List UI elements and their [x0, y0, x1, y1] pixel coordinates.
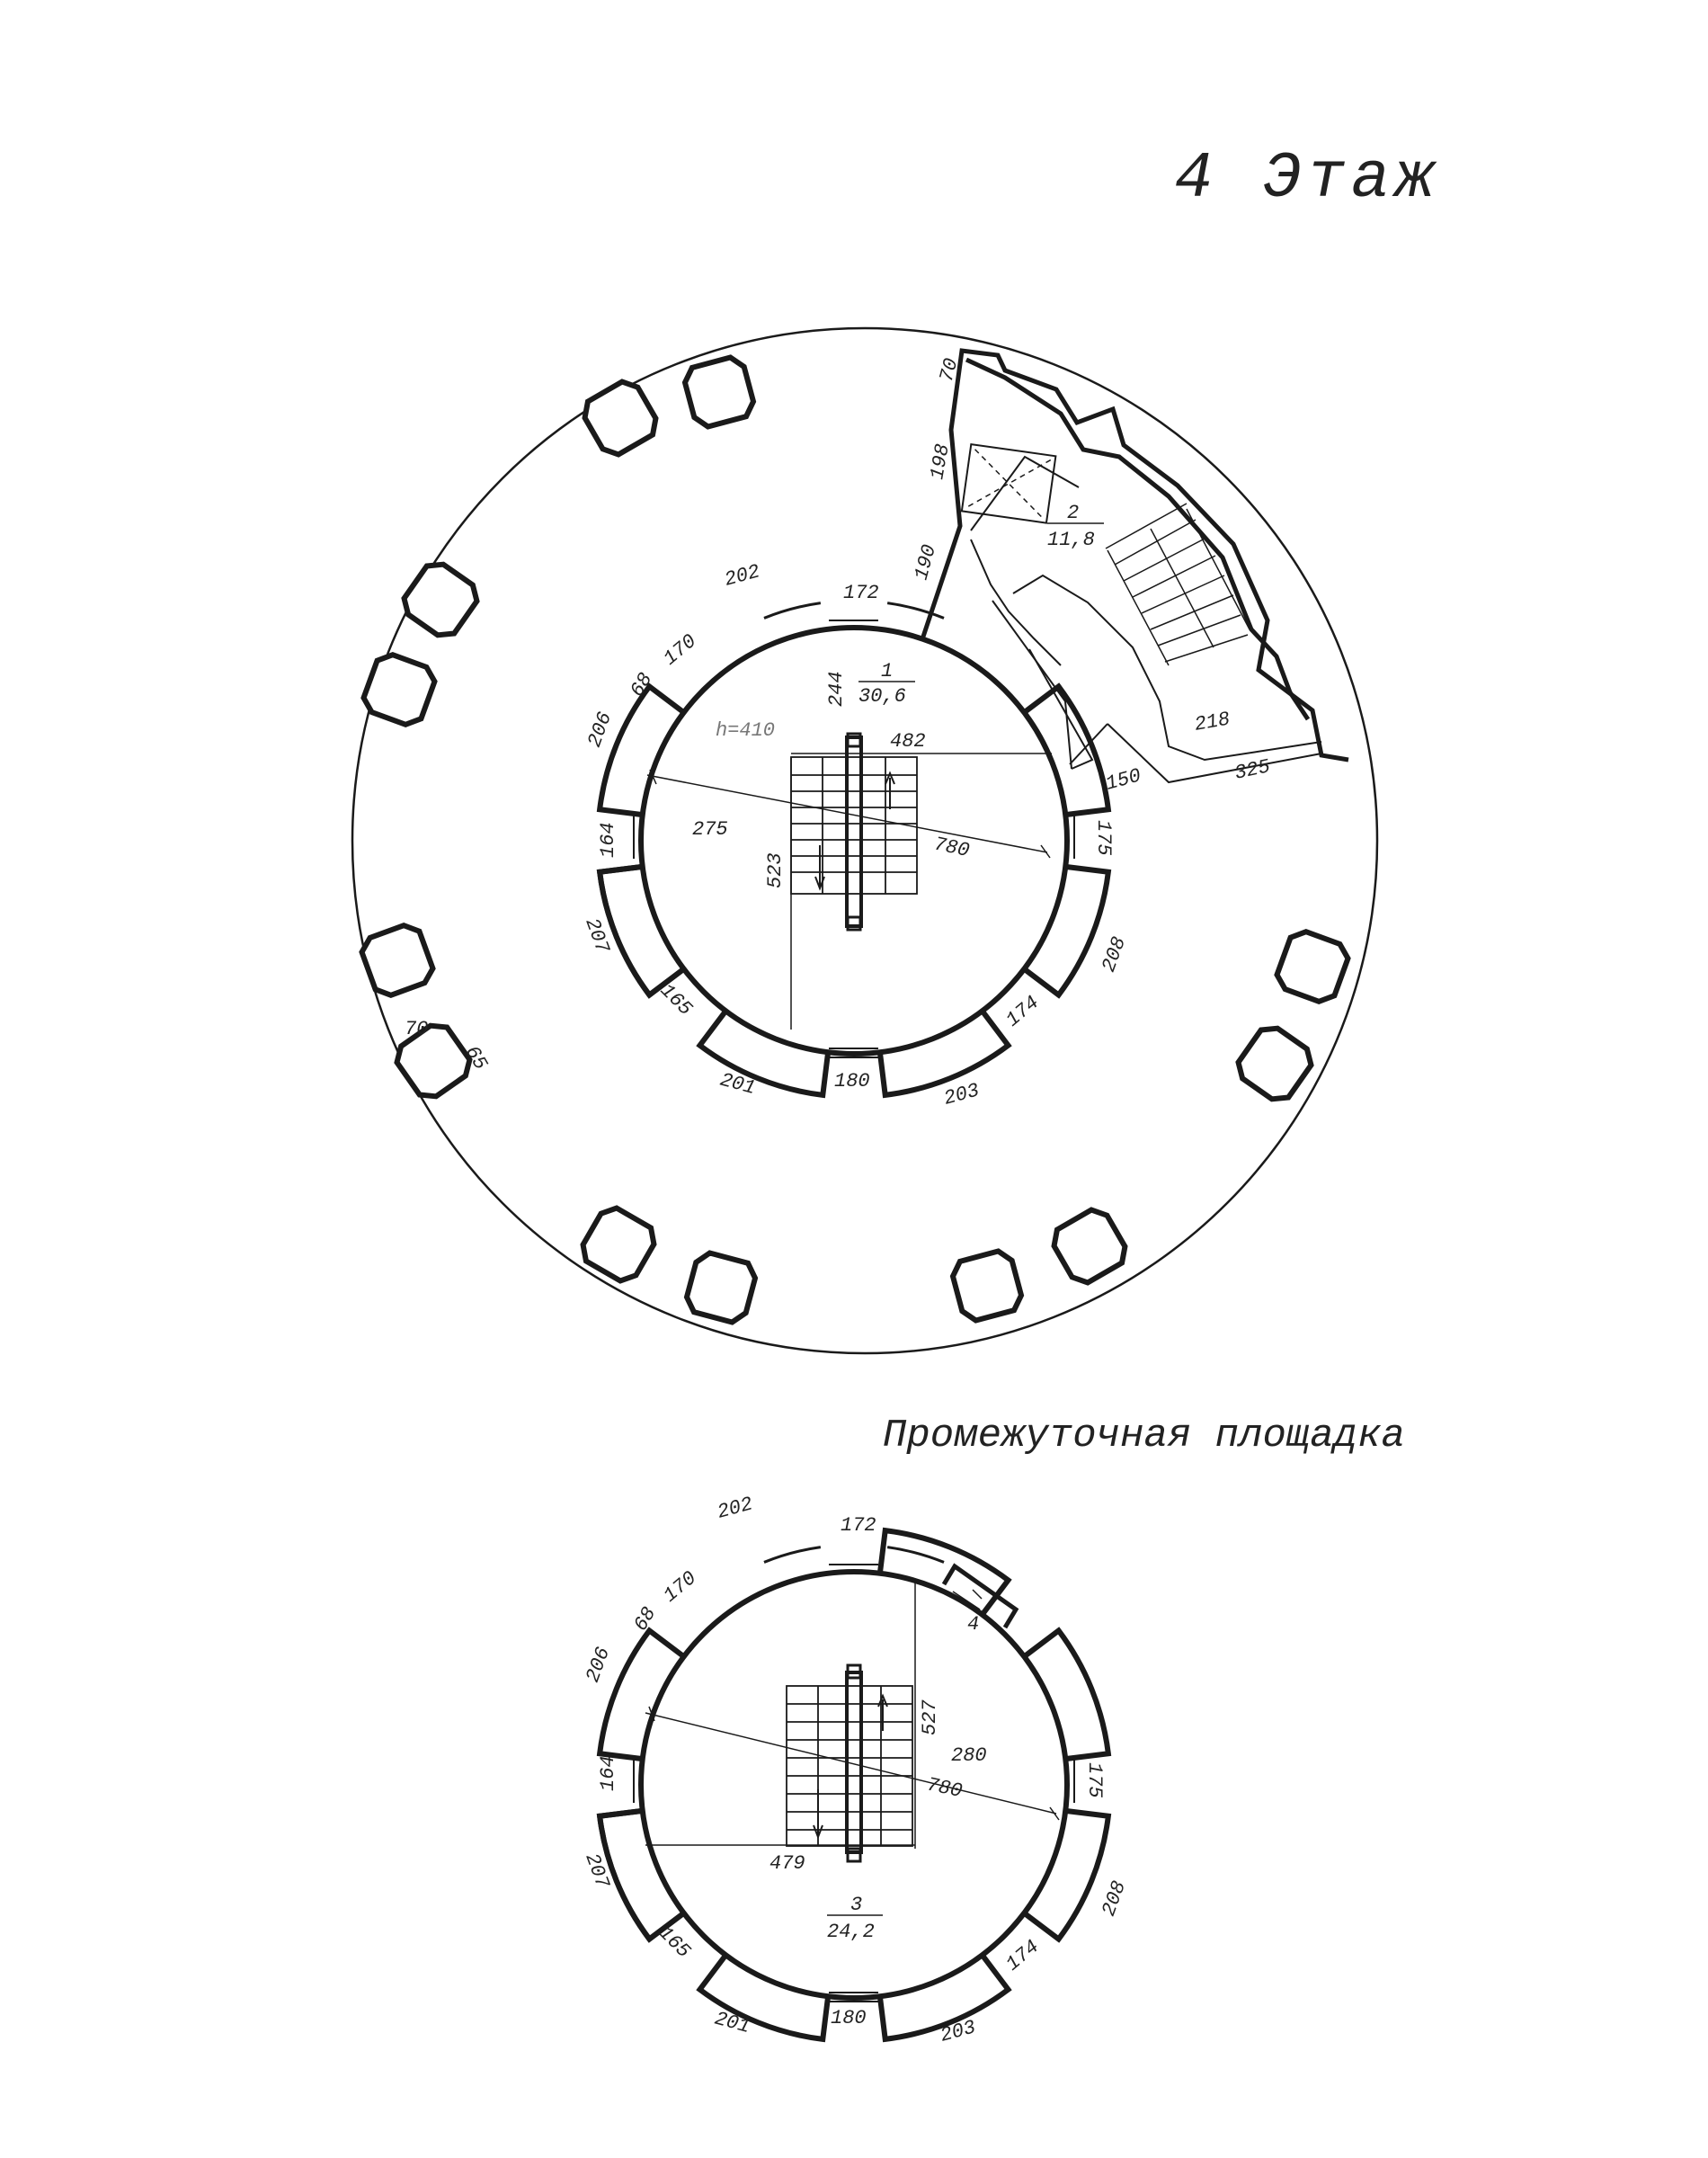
column	[579, 377, 663, 460]
wall-buttress	[1024, 1630, 1108, 1759]
dim-180: 180	[834, 1070, 870, 1092]
dim-172: 172	[843, 582, 879, 604]
dim-170: 170	[659, 629, 701, 671]
floor-title: 4 Этаж	[1174, 142, 1440, 216]
dim-527: 527	[919, 1699, 941, 1735]
column	[1048, 1205, 1132, 1289]
column	[1273, 927, 1351, 1005]
column	[360, 650, 438, 728]
dim-203: 203	[941, 1079, 983, 1110]
dim-482: 482	[890, 730, 926, 753]
dim-201-b: 201	[712, 2007, 752, 2039]
dim-325: 325	[1232, 755, 1273, 785]
dim-172-b: 172	[841, 1514, 876, 1537]
dim-207-b: 207	[580, 1850, 614, 1892]
dim-175: 175	[1092, 820, 1115, 856]
bottom-plan-labels	[580, 1493, 1131, 2047]
dim-202-b: 202	[715, 1493, 756, 1524]
dim-164-b: 164	[597, 1755, 619, 1791]
landing-title: Промежуточная площадка	[883, 1413, 1405, 1458]
column	[681, 354, 756, 429]
dim-175-b: 175	[1083, 1762, 1106, 1798]
room-2-number: 2	[1067, 502, 1080, 524]
column	[949, 1248, 1024, 1323]
dim-780: 780	[931, 833, 972, 863]
dim-275: 275	[692, 818, 728, 841]
dim-207: 207	[580, 914, 614, 957]
dim-203-b: 203	[938, 2016, 979, 2047]
tower-wall-ring-landing	[600, 1530, 1108, 2039]
dim-68: 68	[626, 669, 658, 701]
dim-174: 174	[1001, 991, 1044, 1032]
dim-pillar-65: 65	[459, 1042, 492, 1075]
dim-202: 202	[722, 560, 763, 592]
column	[1232, 1021, 1318, 1107]
wall-buttress	[600, 1811, 684, 1940]
closet-label-4: 4	[967, 1613, 980, 1636]
wall-buttress	[1024, 867, 1108, 995]
dim-201: 201	[717, 1068, 758, 1101]
wall-buttress	[1024, 1811, 1108, 1940]
column	[398, 557, 484, 643]
room-3-area: 24,2	[827, 1921, 875, 1943]
wall-buttress	[600, 1630, 684, 1759]
dim-244: 244	[825, 671, 848, 707]
dim-165-b: 165	[654, 1922, 695, 1963]
room-1-number: 1	[881, 660, 894, 682]
stair-annex	[923, 351, 1348, 782]
ceiling-height-label: h=410	[716, 719, 776, 742]
dim-479: 479	[769, 1852, 805, 1875]
column	[683, 1250, 758, 1324]
column	[358, 921, 436, 999]
dim-170-b: 170	[659, 1566, 701, 1608]
door-jamb-arc	[764, 603, 821, 619]
dim-206-b: 206	[582, 1644, 616, 1686]
wall-buttress	[600, 686, 684, 815]
plan-4th-floor	[352, 328, 1377, 1353]
dim-70-annex: 70	[935, 355, 964, 385]
dim-68-b: 68	[629, 1603, 662, 1636]
dim-pillar-70: 70	[405, 1018, 429, 1040]
dim-180-b: 180	[831, 2007, 867, 2029]
wall-buttress	[880, 1530, 1009, 1615]
door-jamb-arc	[764, 1547, 821, 1563]
room-2-area: 11,8	[1047, 529, 1095, 551]
dim-280: 280	[951, 1744, 987, 1767]
plan-intermediate-landing	[580, 1493, 1131, 2047]
wall-buttress	[880, 1011, 1009, 1095]
dim-206: 206	[583, 709, 618, 751]
top-plan-labels	[405, 356, 1272, 1110]
room-1-area: 30,6	[858, 685, 906, 708]
dim-208-b: 208	[1098, 1877, 1132, 1920]
dim-218: 218	[1192, 708, 1232, 736]
outer-platform-circle	[352, 328, 1377, 1353]
wall-buttress	[600, 867, 684, 995]
dim-208: 208	[1098, 933, 1132, 976]
dim-150: 150	[1103, 764, 1144, 796]
dim-780-b: 780	[924, 1773, 965, 1804]
column	[391, 1019, 476, 1104]
room-3-number: 3	[850, 1894, 863, 1916]
door-jamb-arc	[887, 1547, 944, 1563]
dim-523: 523	[764, 852, 787, 888]
dim-174-b: 174	[1001, 1935, 1044, 1976]
dim-165: 165	[655, 979, 697, 1021]
dim-198: 198	[926, 441, 955, 482]
dim-164: 164	[597, 822, 619, 858]
dim-190: 190	[910, 542, 942, 583]
